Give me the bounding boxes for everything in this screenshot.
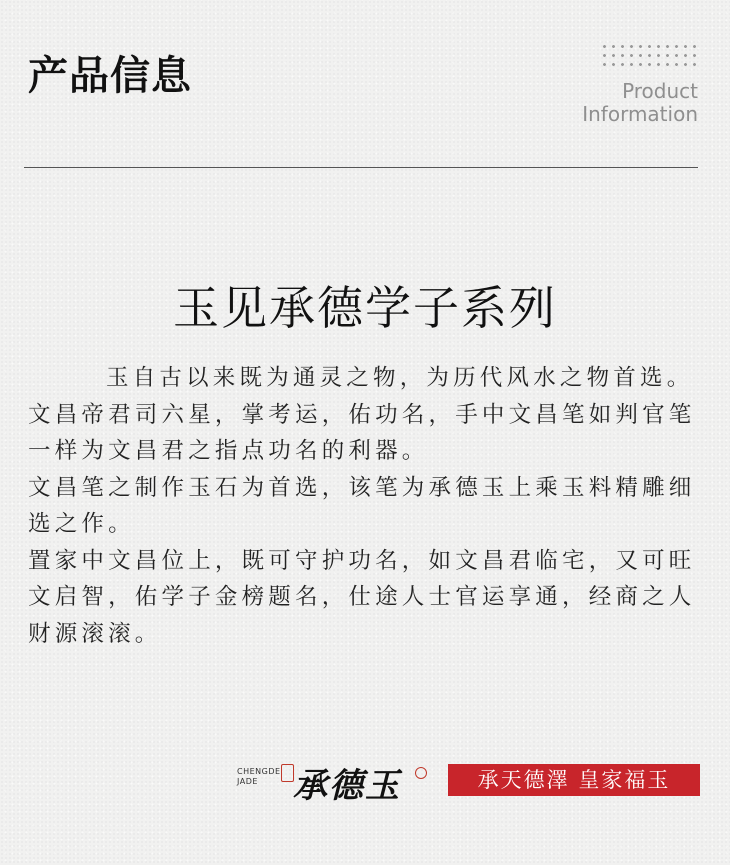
- brand-logo: [237, 760, 432, 806]
- brand-logo-english: [237, 767, 281, 787]
- english-title: [582, 80, 698, 126]
- paragraph-2: 文昌笔之制作玉石为首选，该笔为承德玉上乘玉料精雕细选之作。: [28, 474, 696, 537]
- english-title-line-2: Information: [582, 102, 698, 126]
- main-heading: 玉见承德学子系列: [173, 281, 557, 335]
- paragraph-1: 玉自古以来既为通灵之物，为历代风水之物首选。文昌帝君司六星，掌考运，佑功名，手中文昌笔如判官笔一样为文昌君之指点功名的利器。: [28, 365, 696, 464]
- header-divider: [24, 167, 698, 168]
- brand-slogan-banner: 承天德澤 皇家福玉: [448, 764, 700, 796]
- dot-grid-decoration: [600, 42, 700, 72]
- english-title-line-1: Product: [622, 79, 698, 103]
- brand-logo-english-line-1: CHENGDE: [237, 767, 281, 776]
- brand-logo-chinese: 承德玉: [293, 766, 401, 806]
- brand-logo-english-line-2: JADE: [237, 777, 258, 786]
- round-seal-icon: [415, 767, 427, 779]
- page-title: 产品信息: [28, 53, 192, 99]
- paragraph-3: 置家中文昌位上，既可守护功名，如文昌君临宅，又可旺文启智，佑学子金榜题名，仕途人士官运享通，经商之人财源滚滚。: [28, 547, 696, 647]
- description-body: [28, 360, 708, 652]
